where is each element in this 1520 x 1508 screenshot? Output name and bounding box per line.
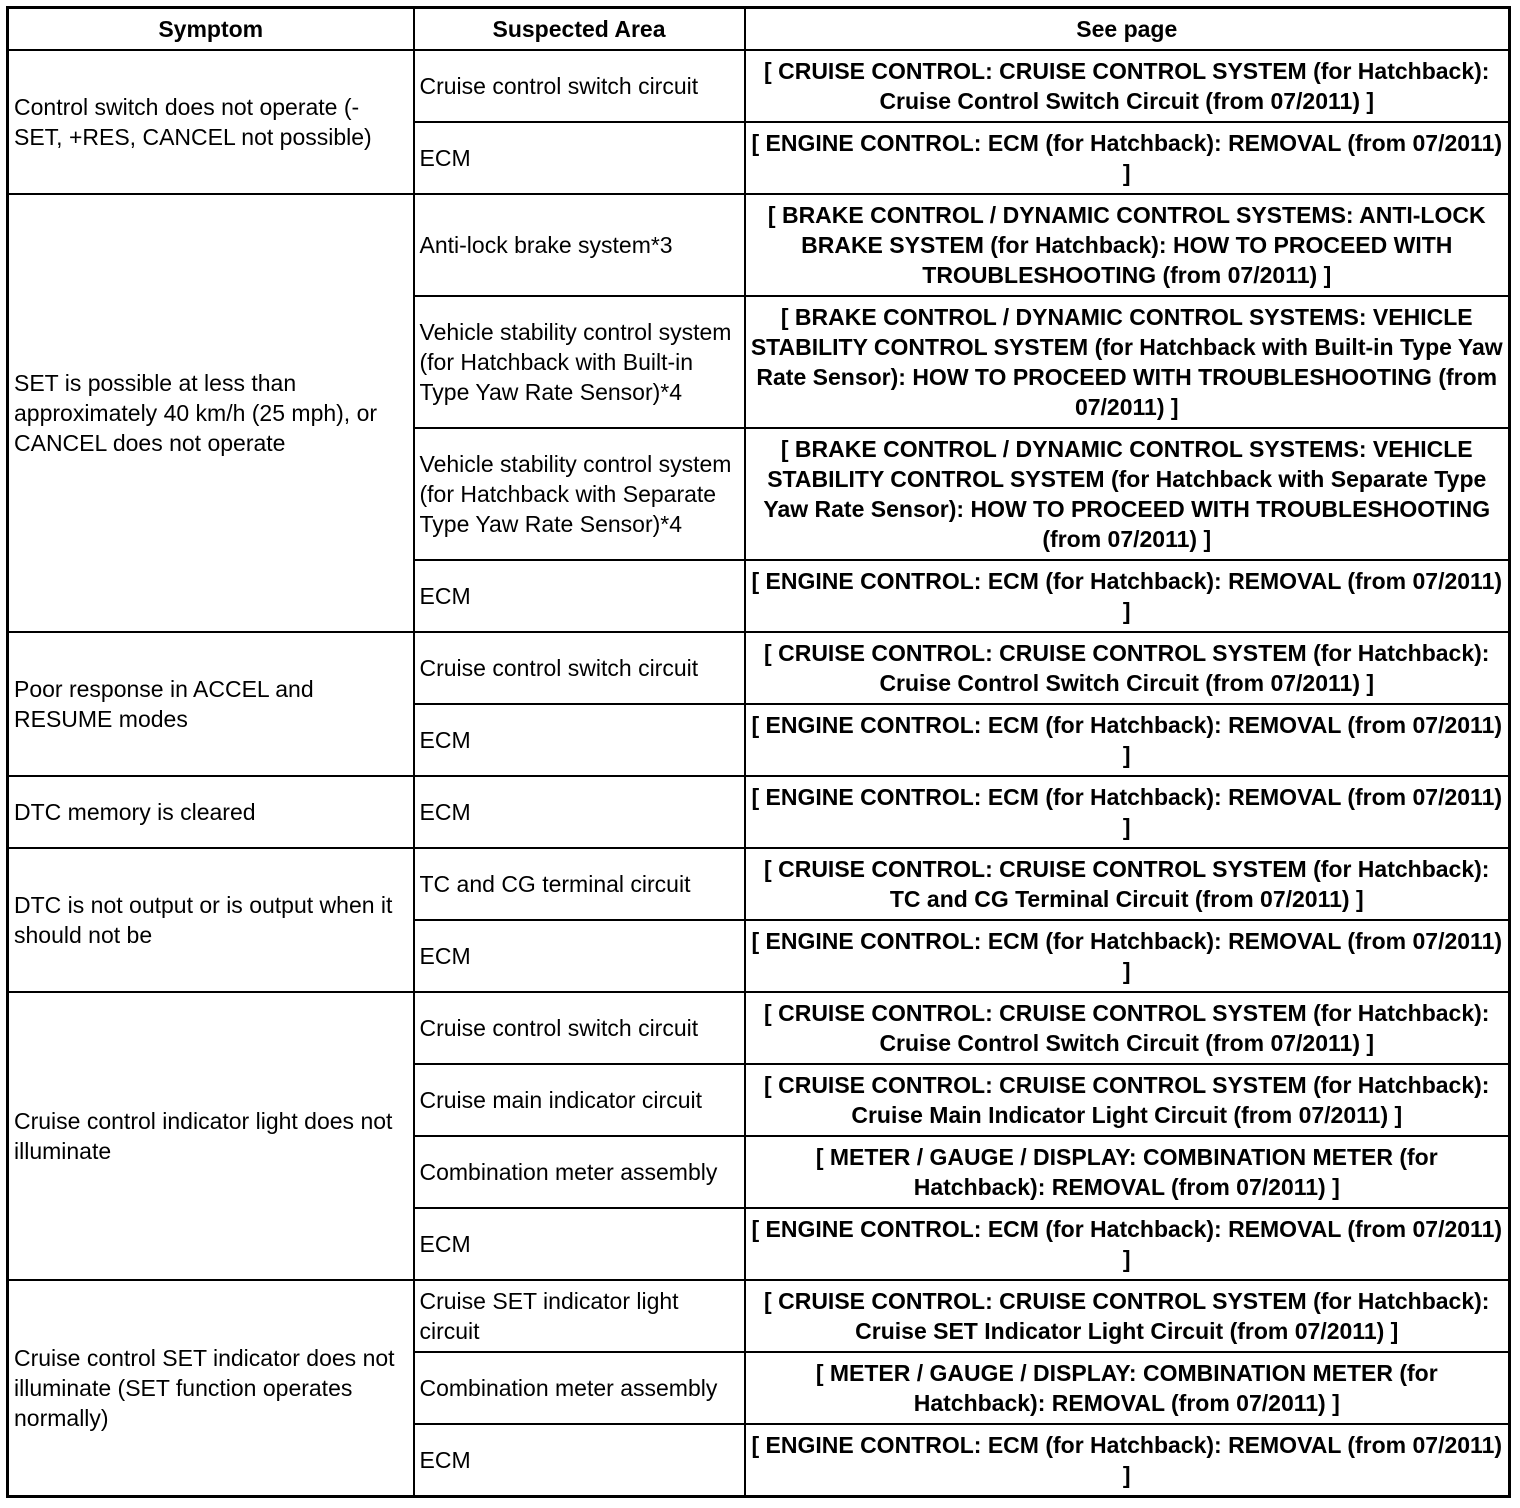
suspected-area-cell: Anti-lock brake system*3: [414, 194, 745, 296]
see-page-link[interactable]: [ CRUISE CONTROL: CRUISE CONTROL SYSTEM (for Hatchback): Cruise SET Indicator Light Circuit (from 07/2011) ]: [745, 1280, 1510, 1352]
table-row: [8, 848, 1510, 920]
suspected-area-cell: ECM: [414, 920, 745, 992]
see-page-link[interactable]: [ METER / GAUGE / DISPLAY: COMBINATION METER (for Hatchback): REMOVAL (from 07/2011) ]: [745, 1352, 1510, 1424]
see-page-link[interactable]: [ CRUISE CONTROL: CRUISE CONTROL SYSTEM (for Hatchback): Cruise Control Switch Circuit (from 07/2011) ]: [745, 632, 1510, 704]
see-page-link[interactable]: [ CRUISE CONTROL: CRUISE CONTROL SYSTEM (for Hatchback): Cruise Control Switch Circuit (from 07/2011) ]: [745, 992, 1510, 1064]
see-page-link[interactable]: [ ENGINE CONTROL: ECM (for Hatchback): REMOVAL (from 07/2011) ]: [745, 122, 1510, 194]
symptom-cell: Cruise control SET indicator does not illuminate (SET function operates normally): [8, 1280, 414, 1497]
symptom-cell: DTC is not output or is output when it should not be: [8, 848, 414, 992]
suspected-area-cell: Vehicle stability control system (for Hatchback with Built-in Type Yaw Rate Sensor)*4: [414, 296, 745, 428]
suspected-area-cell: ECM: [414, 122, 745, 194]
table-row: [8, 50, 1510, 122]
symptom-cell: Control switch does not operate (-SET, +RES, CANCEL not possible): [8, 50, 414, 194]
see-page-link[interactable]: [ ENGINE CONTROL: ECM (for Hatchback): REMOVAL (from 07/2011) ]: [745, 776, 1510, 848]
suspected-area-cell: Vehicle stability control system (for Hatchback with Separate Type Yaw Rate Sensor)*4: [414, 428, 745, 560]
see-page-link[interactable]: [ METER / GAUGE / DISPLAY: COMBINATION METER (for Hatchback): REMOVAL (from 07/2011) ]: [745, 1136, 1510, 1208]
see-page-link[interactable]: [ ENGINE CONTROL: ECM (for Hatchback): REMOVAL (from 07/2011) ]: [745, 704, 1510, 776]
table-row: [8, 776, 1510, 848]
table-row: [8, 992, 1510, 1064]
suspected-area-cell: ECM: [414, 704, 745, 776]
see-page-link[interactable]: [ CRUISE CONTROL: CRUISE CONTROL SYSTEM (for Hatchback): TC and CG Terminal Circuit (from 07/2011) ]: [745, 848, 1510, 920]
suspected-area-cell: ECM: [414, 1208, 745, 1280]
see-page-link[interactable]: [ CRUISE CONTROL: CRUISE CONTROL SYSTEM (for Hatchback): Cruise Control Switch Circuit (from 07/2011) ]: [745, 50, 1510, 122]
see-page-link[interactable]: [ CRUISE CONTROL: CRUISE CONTROL SYSTEM (for Hatchback): Cruise Main Indicator Light Circuit (from 07/2011) ]: [745, 1064, 1510, 1136]
header-row: [8, 8, 1510, 51]
suspected-area-cell: Cruise SET indicator light circuit: [414, 1280, 745, 1352]
see-page-link[interactable]: [ ENGINE CONTROL: ECM (for Hatchback): REMOVAL (from 07/2011) ]: [745, 1424, 1510, 1497]
table-row: [8, 632, 1510, 704]
see-page-link[interactable]: [ BRAKE CONTROL / DYNAMIC CONTROL SYSTEMS: ANTI-LOCK BRAKE SYSTEM (for Hatchback): HOW TO PROCEED WITH TROUBLESHOOTING (from 07/2011) ]: [745, 194, 1510, 296]
header-see-page: See page: [745, 8, 1510, 51]
symptom-cell: Cruise control indicator light does not illuminate: [8, 992, 414, 1280]
table-row: [8, 194, 1510, 296]
suspected-area-cell: Cruise main indicator circuit: [414, 1064, 745, 1136]
suspected-area-cell: Cruise control switch circuit: [414, 992, 745, 1064]
see-page-link[interactable]: [ ENGINE CONTROL: ECM (for Hatchback): REMOVAL (from 07/2011) ]: [745, 920, 1510, 992]
suspected-area-cell: ECM: [414, 776, 745, 848]
suspected-area-cell: TC and CG terminal circuit: [414, 848, 745, 920]
symptom-cell: DTC memory is cleared: [8, 776, 414, 848]
see-page-link[interactable]: [ BRAKE CONTROL / DYNAMIC CONTROL SYSTEMS: VEHICLE STABILITY CONTROL SYSTEM (for Hatchback with Built-in Type Yaw Rate Sensor): HOW TO PROCEED WITH TROUBLESHOOTING (from 07/2011) ]: [745, 296, 1510, 428]
symptom-cell: SET is possible at less than approximately 40 km/h (25 mph), or CANCEL does not operate: [8, 194, 414, 632]
header-suspected-area: Suspected Area: [414, 8, 745, 51]
suspected-area-cell: Combination meter assembly: [414, 1352, 745, 1424]
table-row: [8, 1280, 1510, 1352]
suspected-area-cell: Cruise control switch circuit: [414, 632, 745, 704]
symptom-cell: Poor response in ACCEL and RESUME modes: [8, 632, 414, 776]
troubleshooting-table-wrapper: [6, 6, 1511, 1498]
suspected-area-cell: ECM: [414, 1424, 745, 1497]
see-page-link[interactable]: [ ENGINE CONTROL: ECM (for Hatchback): REMOVAL (from 07/2011) ]: [745, 560, 1510, 632]
suspected-area-cell: Combination meter assembly: [414, 1136, 745, 1208]
symptom-table: [6, 6, 1511, 1498]
see-page-link[interactable]: [ ENGINE CONTROL: ECM (for Hatchback): REMOVAL (from 07/2011) ]: [745, 1208, 1510, 1280]
suspected-area-cell: Cruise control switch circuit: [414, 50, 745, 122]
header-symptom: Symptom: [8, 8, 414, 51]
suspected-area-cell: ECM: [414, 560, 745, 632]
see-page-link[interactable]: [ BRAKE CONTROL / DYNAMIC CONTROL SYSTEMS: VEHICLE STABILITY CONTROL SYSTEM (for Hatchback with Separate Type Yaw Rate Sensor): HOW TO PROCEED WITH TROUBLESHOOTING (from 07/2011) ]: [745, 428, 1510, 560]
